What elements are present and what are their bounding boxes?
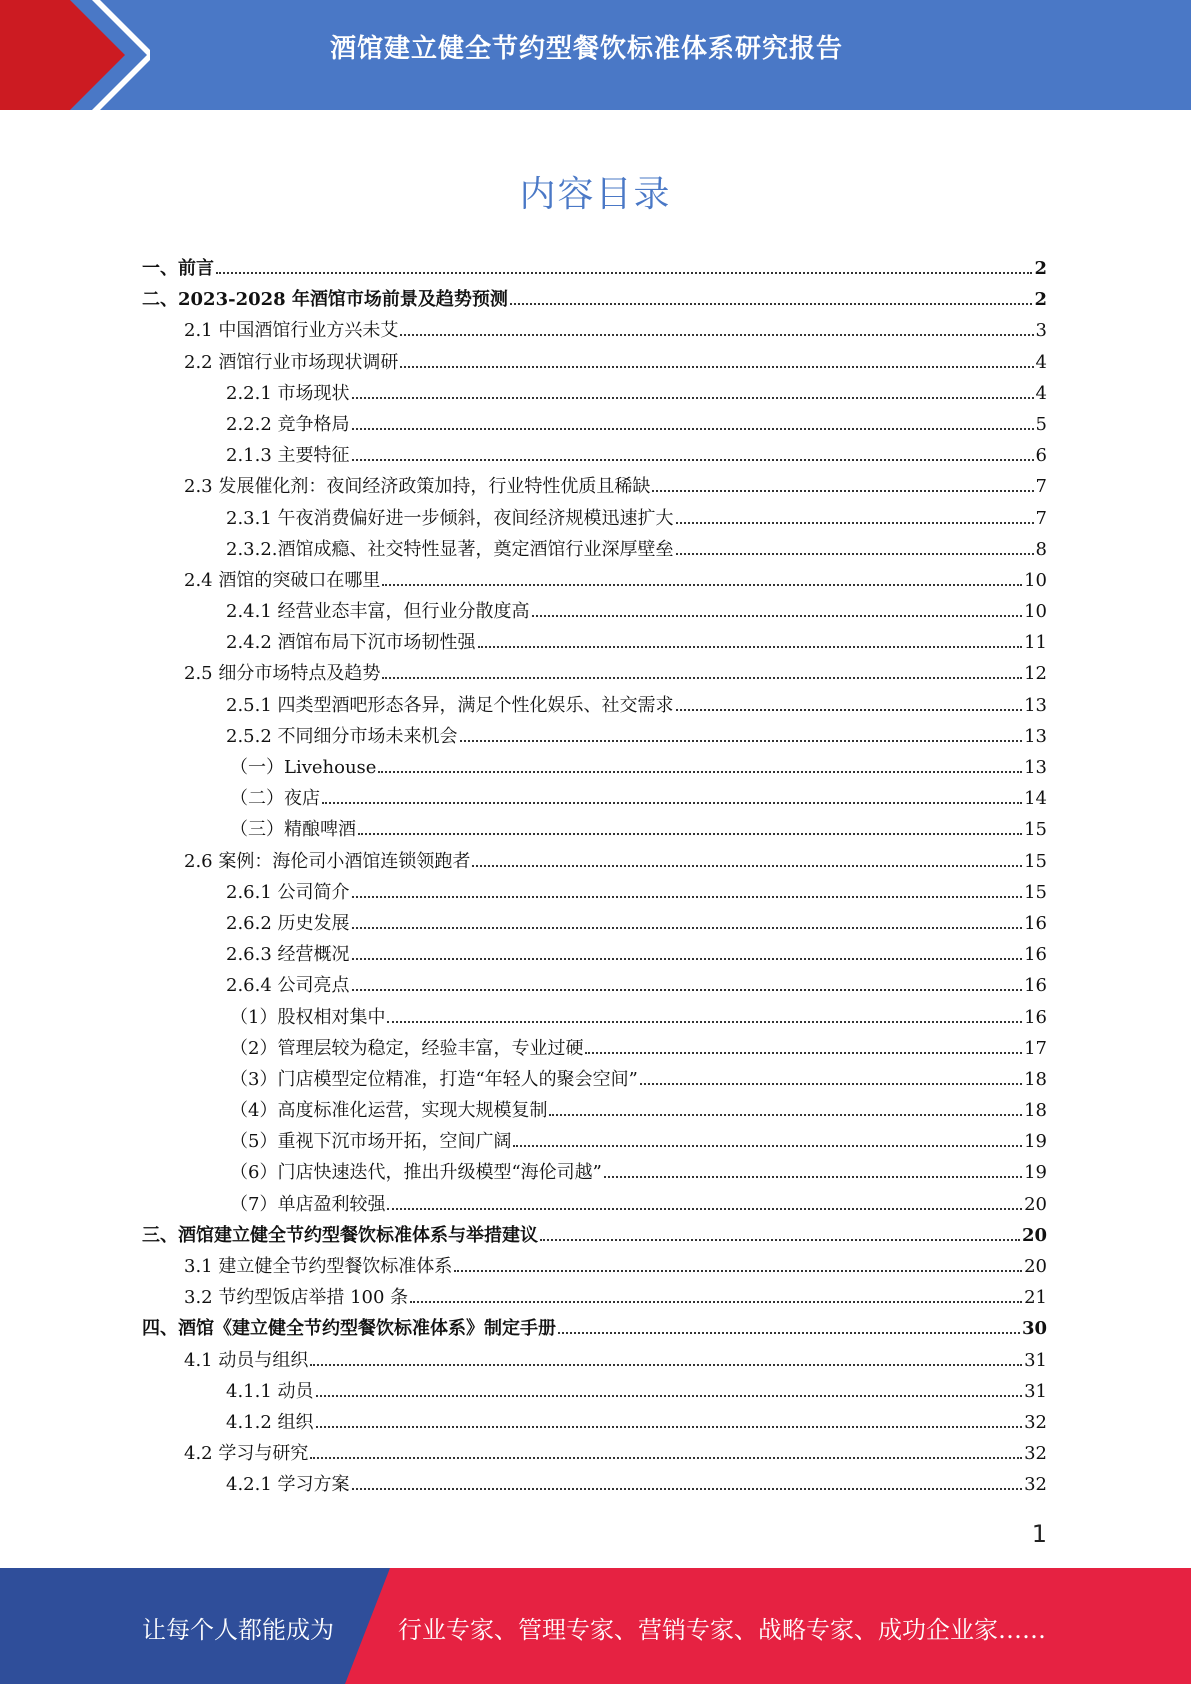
toc-entry[interactable] [142,1064,1047,1095]
toc-entry-label: 2.5.1 四类型酒吧形态各异，满足个性化娱乐、社交需求 [226,694,674,716]
toc-dot-leader [382,676,1022,679]
toc-entry[interactable] [142,534,1047,565]
toc-entry[interactable] [142,347,1047,378]
toc-entry[interactable] [142,1469,1047,1500]
toc-dot-leader [410,1300,1022,1303]
toc-entry[interactable] [142,1126,1047,1157]
toc-entry[interactable] [142,1033,1047,1064]
toc-entry-label: 3.2 节约型饭店举措 100 条 [184,1287,409,1309]
toc-dot-leader [358,832,1022,835]
toc-entry-label: 4.2.1 学习方案 [226,1474,350,1496]
toc-entry-label: 四、酒馆《建立健全节约型餐饮标准体系》制定手册 [142,1318,556,1340]
toc-entry[interactable] [142,315,1047,346]
toc-entry-label: 一、前言 [142,258,214,279]
toc-dot-leader [216,271,1032,274]
toc-entry-page: 16 [1024,944,1047,966]
toc-dot-leader [310,1363,1022,1366]
toc-entry-page: 7 [1035,507,1047,529]
toc-dot-leader [540,1238,1020,1241]
toc-dot-leader [604,1175,1022,1178]
toc-heading: 内容目录 [519,174,672,215]
toc-entry-label: 2.3.2.酒馆成瘾、社交特性显著，奠定酒馆行业深厚壁垒 [226,538,674,560]
page-number: 1 [1031,1520,1047,1548]
toc-entry-label: 4.1 动员与组织 [184,1349,309,1371]
toc-entry[interactable] [142,440,1047,471]
toc-entry-page: 5 [1035,413,1047,435]
toc-entry-label: 4.1.1 动员 [226,1380,314,1402]
toc-entry-label: 2.2.2 竞争格局 [226,413,350,435]
toc-entry-page: 17 [1024,1037,1047,1059]
toc-entry-page: 19 [1024,1162,1047,1184]
toc-dot-leader [352,926,1023,929]
page-footer [0,1568,1191,1684]
report-title: 酒馆建立健全节约型餐饮标准体系研究报告 [330,34,844,64]
toc-entry-label: （6）门店快速迭代，推出升级模型“海伦司越” [230,1162,602,1184]
toc-dot-leader [352,1487,1023,1490]
toc-entry-page: 30 [1021,1318,1047,1340]
toc-entry[interactable] [142,908,1047,939]
toc-entry-page: 4 [1035,351,1047,373]
toc-dot-leader [549,1113,1022,1116]
toc-entry-label: 4.2 学习与研究 [184,1443,309,1465]
toc-dot-leader [316,1425,1023,1428]
toc-entry[interactable] [142,814,1047,845]
toc-entry-page: 14 [1024,788,1047,810]
toc-entry-page: 8 [1035,538,1047,560]
toc-entry-label: （一）Livehouse [230,757,377,778]
toc-dot-leader [322,801,1022,804]
toc-entry-label: 2.5 细分市场特点及趋势 [184,663,381,685]
toc-entry[interactable] [142,503,1047,534]
toc-entry-page: 4 [1035,382,1047,404]
toc-entry[interactable] [142,471,1047,502]
toc-entry-page: 13 [1024,757,1047,778]
toc-entry[interactable] [142,1220,1047,1251]
toc-dot-leader [510,302,1033,305]
toc-entry[interactable] [142,846,1047,877]
toc-entry[interactable] [142,1282,1047,1313]
toc-entry-page: 7 [1035,476,1047,498]
toc-dot-leader [352,458,1034,461]
toc-entry-page: 18 [1024,1068,1047,1090]
toc-entry-page: 3 [1035,320,1047,342]
toc-entry-label: 2.6.3 经营概况 [226,944,350,966]
toc-entry[interactable] [142,1407,1047,1438]
toc-entry[interactable] [142,970,1047,1001]
toc-dot-leader [387,1207,1022,1210]
toc-dot-leader [352,957,1023,960]
toc-entry-label: 3.1 建立健全节约型餐饮标准体系 [184,1256,453,1277]
toc-entry-label: （1）股权相对集中 [230,1006,386,1028]
toc-entry-page: 19 [1024,1131,1047,1153]
toc-entry[interactable] [142,783,1047,814]
toc-entry-label: 2.1 中国酒馆行业方兴未艾 [184,320,399,342]
toc-entry-page: 20 [1024,1193,1047,1215]
toc-entry-page: 10 [1024,601,1047,623]
toc-dot-leader [310,1456,1022,1459]
toc-entry-label: 2.4.2 酒馆布局下沉市场韧性强 [226,632,476,654]
toc-entry-label: 2.3 发展催化剂：夜间经济政策加持，行业特性优质且稀缺 [184,476,651,498]
toc-entry-label: 2.6.2 历史发展 [226,912,350,934]
toc-entry-page: 31 [1024,1349,1047,1371]
toc-entry-page: 15 [1024,850,1047,872]
toc-dot-leader [378,770,1022,773]
toc-dot-leader [387,1020,1022,1023]
toc-entry[interactable] [142,1189,1047,1220]
toc-entry[interactable] [142,1438,1047,1469]
toc-entry-page: 12 [1024,663,1047,685]
toc-dot-leader [558,1331,1020,1334]
toc-entry[interactable] [142,378,1047,409]
toc-dot-leader [454,1269,1022,1272]
toc-entry-page: 2 [1034,258,1047,279]
toc-entry-label: （4）高度标准化运营，实现大规模复制 [230,1100,548,1122]
toc-entry-page: 20 [1024,1256,1047,1277]
toc-entry-label: 2.6.4 公司亮点 [226,975,350,997]
toc-entry-label: （2）管理层较为稳定，经验丰富，专业过硬 [230,1037,584,1059]
toc-dot-leader [352,427,1034,430]
table-of-contents [142,253,1047,1501]
toc-dot-leader [352,396,1034,399]
toc-entry[interactable] [142,1251,1047,1282]
toc-entry-page: 13 [1024,725,1047,747]
toc-entry[interactable] [142,690,1047,721]
toc-dot-leader [316,1394,1023,1397]
toc-entry-page: 20 [1021,1224,1047,1246]
toc-dot-leader [585,1051,1022,1054]
toc-dot-leader [676,521,1034,524]
toc-entry[interactable] [142,1157,1047,1188]
toc-entry-page: 18 [1024,1100,1047,1122]
toc-entry-label: 2.4.1 经营业态丰富，但行业分散度高 [226,601,530,623]
toc-dot-leader [352,988,1023,991]
toc-entry[interactable] [142,627,1047,658]
toc-entry[interactable] [142,284,1047,315]
toc-entry[interactable] [142,877,1047,908]
toc-entry[interactable] [142,409,1047,440]
toc-entry-label: （三）精酿啤酒 [230,819,356,841]
toc-entry-page: 2 [1034,289,1047,311]
toc-dot-leader [352,895,1023,898]
toc-entry-page: 16 [1024,975,1047,997]
toc-entry-label: 二、2023-2028 年酒馆市场前景及趋势预测 [142,289,508,311]
toc-dot-leader [640,1082,1022,1085]
footer-slogan-left: 让每个人都能成为 [142,1616,334,1644]
toc-entry-label: 2.6 案例：海伦司小酒馆连锁领跑者 [184,850,471,872]
toc-entry-page: 13 [1024,694,1047,716]
toc-entry[interactable] [142,1095,1047,1126]
toc-dot-leader [382,583,1022,586]
toc-entry-page: 15 [1024,819,1047,841]
toc-entry-label: （5）重视下沉市场开拓，空间广阔 [230,1131,512,1153]
toc-entry-label: 三、酒馆建立健全节约型餐饮标准体系与举措建议 [142,1224,538,1246]
toc-dot-leader [532,614,1023,617]
toc-dot-leader [676,552,1034,555]
toc-entry-page: 32 [1024,1443,1047,1465]
toc-dot-leader [472,864,1022,867]
toc-dot-leader [400,333,1033,336]
toc-entry-page: 32 [1024,1474,1047,1496]
toc-entry-label: 2.1.3 主要特征 [226,445,350,467]
toc-entry-label: 2.2.1 市场现状 [226,382,350,404]
footer-slogan-right: 行业专家、管理专家、营销专家、战略专家、成功企业家…… [398,1616,1046,1644]
toc-entry-label: 4.1.2 组织 [226,1411,314,1433]
toc-dot-leader [478,645,1023,648]
toc-entry[interactable] [142,565,1047,596]
page-header [0,0,1191,110]
toc-entry[interactable] [142,721,1047,752]
toc-entry-page: 6 [1035,445,1047,467]
toc-entry[interactable] [142,596,1047,627]
toc-entry[interactable] [142,939,1047,970]
toc-entry[interactable] [142,752,1047,783]
toc-entry[interactable] [142,1002,1047,1033]
toc-entry-label: 2.4 酒馆的突破口在哪里 [184,569,381,591]
toc-dot-leader [652,489,1033,492]
toc-dot-leader [513,1144,1022,1147]
toc-entry-label: 2.3.1 午夜消费偏好进一步倾斜，夜间经济规模迅速扩大 [226,507,674,529]
toc-entry-label: （3）门店模型定位精准，打造“年轻人的聚会空间” [230,1068,638,1090]
toc-entry-page: 31 [1024,1380,1047,1402]
toc-entry-label: （二）夜店 [230,788,320,810]
toc-entry-label: 2.6.1 公司简介 [226,881,350,903]
toc-dot-leader [460,739,1023,742]
toc-dot-leader [400,365,1033,368]
toc-entry-page: 11 [1024,632,1047,654]
toc-entry-page: 16 [1024,1006,1047,1028]
toc-entry-page: 21 [1024,1287,1047,1309]
toc-entry[interactable] [142,1313,1047,1344]
toc-entry-page: 15 [1024,881,1047,903]
toc-entry-page: 10 [1024,569,1047,591]
toc-entry-label: 2.2 酒馆行业市场现状调研 [184,351,399,373]
toc-entry-label: 2.5.2 不同细分市场未来机会 [226,725,458,747]
toc-entry[interactable] [142,253,1047,284]
toc-entry-page: 16 [1024,912,1047,934]
toc-entry[interactable] [142,1345,1047,1376]
toc-entry-page: 32 [1024,1411,1047,1433]
toc-entry[interactable] [142,1376,1047,1407]
toc-dot-leader [676,708,1023,711]
toc-entry[interactable] [142,658,1047,689]
toc-entry-label: （7）单店盈利较强 [230,1193,386,1215]
